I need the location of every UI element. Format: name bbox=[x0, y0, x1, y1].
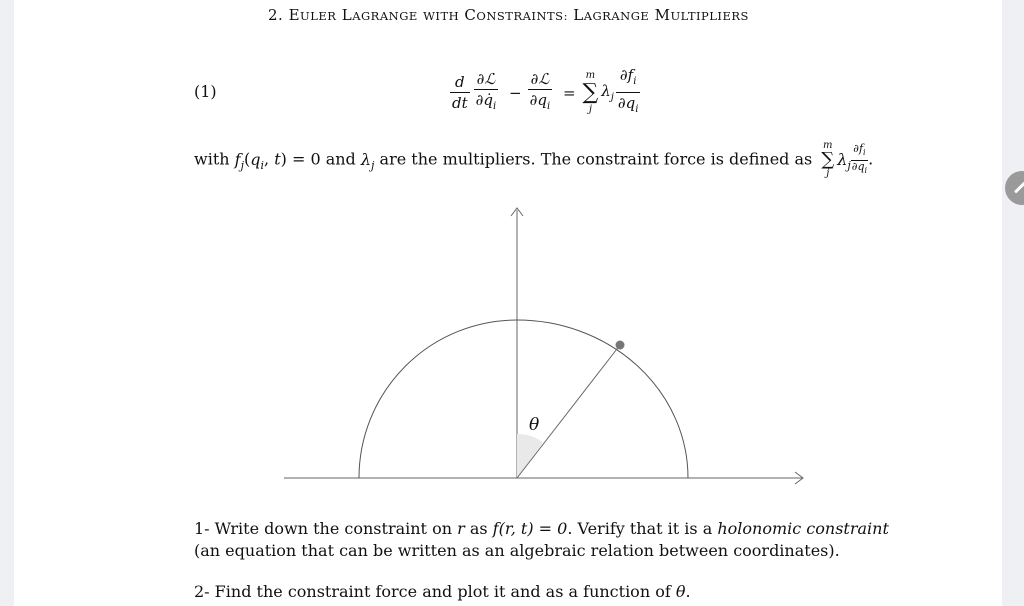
title-word: EULER bbox=[288, 6, 337, 24]
equation-number: (1) bbox=[194, 82, 217, 101]
question-1: 1- Write down the constraint on r as f(r, t) = 0. Verify that it is a holonomic constraint (an equation that can be written as an algebraic relation between coordinates). bbox=[194, 519, 889, 560]
sum-symbol-inline: m ∑ j bbox=[821, 140, 835, 179]
euler-lagrange-equation: $\frac{d}{dt}$ $\frac{\text{∂ℒ}}{\partial q̇_i}$ − $\frac{\text{∂ℒ}}{\partial q_i}$ = m ∑ j $\lambda_j$ $\frac{\partial f_i}{\partial q_i}$ bbox=[448, 66, 642, 119]
df-dq-small-fraction: $\frac{\partial f_i}{\partial q_i}$ bbox=[851, 142, 868, 175]
sum-symbol: m ∑ j bbox=[582, 69, 599, 115]
section-title: 2. EULER LAGRANGE WITH CONSTRAINTS: LAGRANGE MULTIPLIERS bbox=[268, 6, 749, 24]
title-word: LAGRANGE bbox=[573, 6, 650, 24]
dl-dq-fraction: $\frac{\text{∂ℒ}}{\partial q_i}$ bbox=[529, 69, 551, 112]
title-word: MULTIPLIERS bbox=[654, 6, 749, 24]
angle-wedge bbox=[517, 434, 543, 478]
particle-dot bbox=[616, 341, 625, 350]
df-dq-fraction: $\frac{\partial f_i}{\partial q_i}$ bbox=[617, 66, 639, 115]
radius-line bbox=[517, 345, 620, 478]
dl-dqdot-fraction: $\frac{\text{∂ℒ}}{\partial q̇_i}$ bbox=[475, 69, 497, 112]
question-1-explanation: (an equation that can be written as an algebraic relation between coordinates). bbox=[194, 541, 840, 560]
d-dt-fraction: $\frac{d}{dt}$ bbox=[452, 73, 468, 112]
title-word: CONSTRAINTS: bbox=[464, 6, 568, 24]
question-2: 2- Find the constraint force and plot it and as a function of θ. bbox=[194, 582, 691, 601]
constraint-definition: with $f_j(q_i$, t) = 0 and $\lambda_j$ are the multipliers. The constraint force is defined as m ∑ j $\lambda_j$ $\frac{\partial f_i}{\partial q_i}$ . bbox=[194, 140, 874, 179]
title-word: LAGRANGE bbox=[341, 6, 418, 24]
angle-label: θ bbox=[529, 415, 540, 435]
title-word: WITH bbox=[423, 9, 460, 23]
